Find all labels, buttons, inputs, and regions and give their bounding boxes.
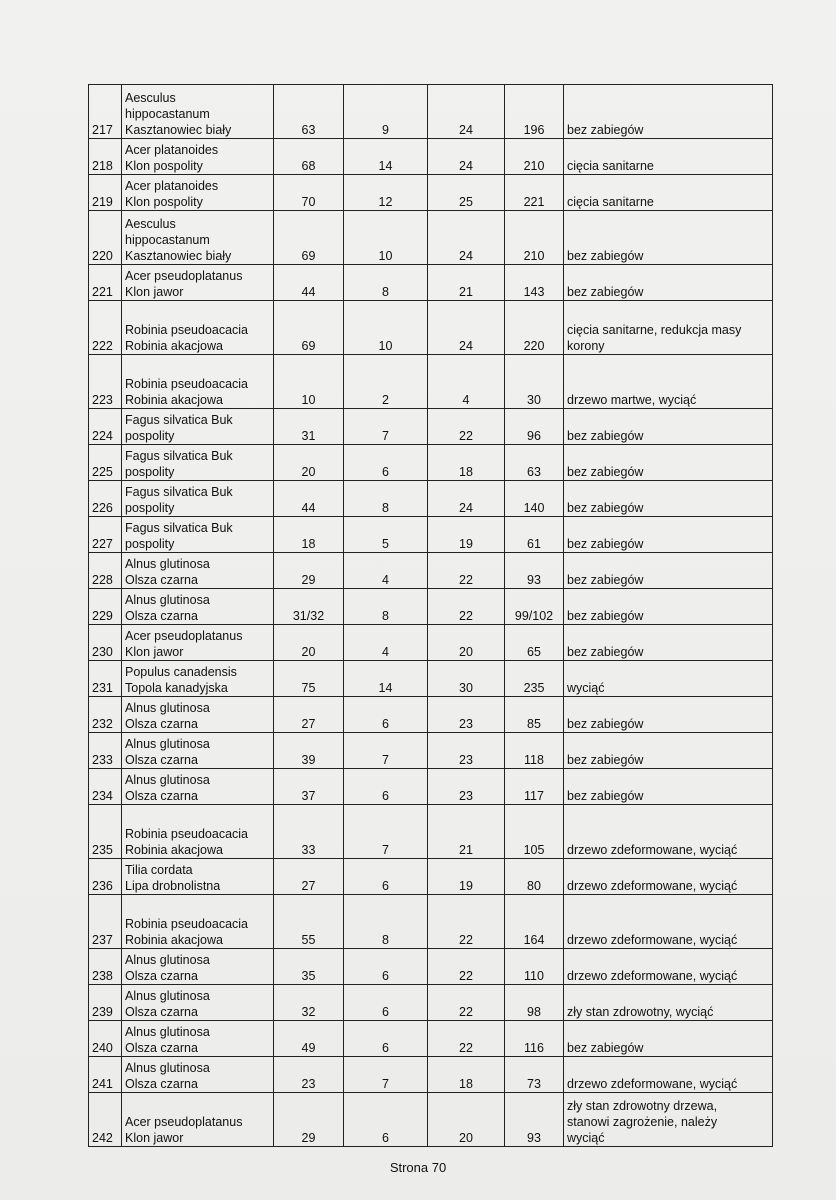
cell-value-2: 6 (344, 985, 428, 1021)
cell-species-name: Aesculus hippocastanum Kasztanowiec biały (122, 85, 274, 139)
cell-species-name: Alnus glutinosa Olsza czarna (122, 769, 274, 805)
cell-value-4: 65 (505, 625, 564, 661)
cell-species-name: Acer pseudoplatanus Klon jawor (122, 625, 274, 661)
cell-species-name: Alnus glutinosa Olsza czarna (122, 697, 274, 733)
cell-tree-number: 234 (89, 769, 122, 805)
cell-value-1: 33 (274, 805, 344, 859)
cell-value-2: 6 (344, 949, 428, 985)
cell-value-3: 19 (428, 859, 505, 895)
cell-value-3: 22 (428, 409, 505, 445)
cell-value-4: 196 (505, 85, 564, 139)
cell-value-3: 22 (428, 985, 505, 1021)
cell-tree-number: 239 (89, 985, 122, 1021)
cell-recommended-action: cięcia sanitarne, redukcja masy korony (564, 301, 773, 355)
cell-species-name: Populus canadensis Topola kanadyjska (122, 661, 274, 697)
cell-value-4: 210 (505, 139, 564, 175)
cell-tree-number: 235 (89, 805, 122, 859)
cell-value-1: 20 (274, 445, 344, 481)
table-row (89, 625, 773, 661)
cell-value-2: 6 (344, 1093, 428, 1147)
cell-value-1: 70 (274, 175, 344, 211)
cell-tree-number: 241 (89, 1057, 122, 1093)
cell-value-2: 4 (344, 553, 428, 589)
cell-value-3: 18 (428, 445, 505, 481)
cell-value-4: 93 (505, 1093, 564, 1147)
table-row (89, 85, 773, 139)
cell-species-name: Acer platanoides Klon pospolity (122, 175, 274, 211)
table-row (89, 175, 773, 211)
cell-recommended-action: drzewo zdeformowane, wyciąć (564, 859, 773, 895)
table-row (89, 553, 773, 589)
cell-value-3: 20 (428, 1093, 505, 1147)
cell-value-1: 44 (274, 265, 344, 301)
cell-recommended-action: bez zabiegów (564, 517, 773, 553)
table-row (89, 805, 773, 859)
table-row (89, 949, 773, 985)
cell-value-2: 12 (344, 175, 428, 211)
cell-tree-number: 220 (89, 211, 122, 265)
cell-value-1: 37 (274, 769, 344, 805)
cell-value-4: 30 (505, 355, 564, 409)
cell-species-name: Acer pseudoplatanus Klon jawor (122, 265, 274, 301)
cell-value-3: 22 (428, 895, 505, 949)
table-row (89, 1093, 773, 1147)
cell-value-1: 55 (274, 895, 344, 949)
cell-value-4: 220 (505, 301, 564, 355)
cell-value-2: 6 (344, 769, 428, 805)
cell-value-3: 30 (428, 661, 505, 697)
cell-recommended-action: drzewo zdeformowane, wyciąć (564, 895, 773, 949)
cell-recommended-action: bez zabiegów (564, 733, 773, 769)
cell-value-4: 210 (505, 211, 564, 265)
cell-value-3: 24 (428, 85, 505, 139)
cell-value-1: 29 (274, 1093, 344, 1147)
cell-value-3: 21 (428, 805, 505, 859)
cell-value-1: 20 (274, 625, 344, 661)
cell-recommended-action: bez zabiegów (564, 265, 773, 301)
cell-species-name: Alnus glutinosa Olsza czarna (122, 553, 274, 589)
table-row (89, 265, 773, 301)
cell-species-name: Robinia pseudoacacia Robinia akacjowa (122, 895, 274, 949)
cell-species-name: Tilia cordata Lipa drobnolistna (122, 859, 274, 895)
cell-value-3: 18 (428, 1057, 505, 1093)
cell-tree-number: 219 (89, 175, 122, 211)
cell-value-3: 24 (428, 301, 505, 355)
cell-value-2: 6 (344, 1021, 428, 1057)
page-number: Strona 70 (389, 1160, 447, 1175)
table-row (89, 211, 773, 265)
cell-species-name: Alnus glutinosa Olsza czarna (122, 733, 274, 769)
cell-value-3: 24 (428, 481, 505, 517)
cell-recommended-action: bez zabiegów (564, 481, 773, 517)
cell-value-1: 32 (274, 985, 344, 1021)
cell-value-3: 23 (428, 697, 505, 733)
cell-recommended-action: bez zabiegów (564, 85, 773, 139)
cell-value-2: 6 (344, 697, 428, 733)
cell-value-2: 8 (344, 589, 428, 625)
cell-recommended-action: zły stan zdrowotny, wyciąć (564, 985, 773, 1021)
cell-value-2: 4 (344, 625, 428, 661)
cell-tree-number: 225 (89, 445, 122, 481)
cell-species-name: Fagus silvatica Buk pospolity (122, 517, 274, 553)
cell-species-name: Acer pseudoplatanus Klon jawor (122, 1093, 274, 1147)
cell-value-4: 221 (505, 175, 564, 211)
cell-value-1: 23 (274, 1057, 344, 1093)
cell-species-name: Robinia pseudoacacia Robinia akacjowa (122, 301, 274, 355)
cell-recommended-action: bez zabiegów (564, 769, 773, 805)
cell-recommended-action: cięcia sanitarne (564, 139, 773, 175)
cell-recommended-action: bez zabiegów (564, 409, 773, 445)
table-row (89, 445, 773, 481)
table-row (89, 481, 773, 517)
table-row (89, 139, 773, 175)
cell-species-name: Alnus glutinosa Olsza czarna (122, 1057, 274, 1093)
cell-recommended-action: bez zabiegów (564, 1021, 773, 1057)
cell-value-4: 99/102 (505, 589, 564, 625)
cell-species-name: Fagus silvatica Buk pospolity (122, 445, 274, 481)
cell-tree-number: 233 (89, 733, 122, 769)
cell-value-1: 31/32 (274, 589, 344, 625)
cell-recommended-action: drzewo zdeformowane, wyciąć (564, 1057, 773, 1093)
cell-species-name: Alnus glutinosa Olsza czarna (122, 985, 274, 1021)
cell-value-1: 69 (274, 211, 344, 265)
cell-tree-number: 229 (89, 589, 122, 625)
table-row (89, 517, 773, 553)
table-row (89, 1021, 773, 1057)
cell-value-2: 6 (344, 859, 428, 895)
cell-value-4: 73 (505, 1057, 564, 1093)
cell-value-2: 10 (344, 301, 428, 355)
cell-value-4: 80 (505, 859, 564, 895)
cell-value-1: 49 (274, 1021, 344, 1057)
cell-recommended-action: bez zabiegów (564, 697, 773, 733)
cell-species-name: Robinia pseudoacacia Robinia akacjowa (122, 355, 274, 409)
cell-tree-number: 228 (89, 553, 122, 589)
cell-value-4: 98 (505, 985, 564, 1021)
cell-tree-number: 236 (89, 859, 122, 895)
cell-recommended-action: drzewo martwe, wyciąć (564, 355, 773, 409)
cell-species-name: Acer platanoides Klon pospolity (122, 139, 274, 175)
cell-tree-number: 218 (89, 139, 122, 175)
cell-value-4: 143 (505, 265, 564, 301)
cell-value-3: 22 (428, 553, 505, 589)
cell-tree-number: 231 (89, 661, 122, 697)
cell-tree-number: 223 (89, 355, 122, 409)
cell-tree-number: 227 (89, 517, 122, 553)
cell-tree-number: 230 (89, 625, 122, 661)
cell-recommended-action: drzewo zdeformowane, wyciąć (564, 949, 773, 985)
cell-value-4: 116 (505, 1021, 564, 1057)
table-body (89, 85, 773, 1147)
cell-tree-number: 224 (89, 409, 122, 445)
cell-recommended-action: bez zabiegów (564, 211, 773, 265)
cell-species-name: Aesculus hippocastanum Kasztanowiec biały (122, 211, 274, 265)
cell-tree-number: 237 (89, 895, 122, 949)
table-row (89, 355, 773, 409)
table-row (89, 733, 773, 769)
cell-value-4: 118 (505, 733, 564, 769)
cell-recommended-action: zły stan zdrowotny drzewa, stanowi zagrożenie, należy wyciąć (564, 1093, 773, 1147)
cell-value-4: 93 (505, 553, 564, 589)
cell-value-2: 9 (344, 85, 428, 139)
cell-species-name: Fagus silvatica Buk pospolity (122, 481, 274, 517)
cell-value-4: 164 (505, 895, 564, 949)
cell-tree-number: 240 (89, 1021, 122, 1057)
cell-tree-number: 238 (89, 949, 122, 985)
cell-value-4: 63 (505, 445, 564, 481)
table-row (89, 697, 773, 733)
cell-recommended-action: bez zabiegów (564, 445, 773, 481)
cell-value-1: 29 (274, 553, 344, 589)
cell-value-1: 75 (274, 661, 344, 697)
tree-inventory-table (88, 84, 773, 1147)
cell-value-1: 27 (274, 859, 344, 895)
cell-value-2: 5 (344, 517, 428, 553)
cell-value-2: 8 (344, 481, 428, 517)
cell-value-4: 235 (505, 661, 564, 697)
cell-value-4: 117 (505, 769, 564, 805)
cell-tree-number: 221 (89, 265, 122, 301)
cell-value-4: 110 (505, 949, 564, 985)
cell-species-name: Alnus glutinosa Olsza czarna (122, 589, 274, 625)
cell-value-1: 69 (274, 301, 344, 355)
cell-value-2: 2 (344, 355, 428, 409)
cell-value-3: 22 (428, 589, 505, 625)
table-row (89, 859, 773, 895)
cell-recommended-action: cięcia sanitarne (564, 175, 773, 211)
cell-value-2: 7 (344, 409, 428, 445)
cell-value-1: 39 (274, 733, 344, 769)
cell-value-4: 96 (505, 409, 564, 445)
cell-value-2: 8 (344, 895, 428, 949)
table-row (89, 409, 773, 445)
cell-value-1: 31 (274, 409, 344, 445)
cell-value-3: 23 (428, 769, 505, 805)
cell-value-2: 14 (344, 661, 428, 697)
cell-value-3: 19 (428, 517, 505, 553)
cell-recommended-action: bez zabiegów (564, 553, 773, 589)
cell-value-4: 105 (505, 805, 564, 859)
cell-value-1: 63 (274, 85, 344, 139)
cell-value-1: 68 (274, 139, 344, 175)
table-row (89, 301, 773, 355)
cell-value-3: 25 (428, 175, 505, 211)
table-row (89, 661, 773, 697)
cell-value-4: 61 (505, 517, 564, 553)
cell-recommended-action: wyciąć (564, 661, 773, 697)
cell-recommended-action: bez zabiegów (564, 625, 773, 661)
cell-value-2: 7 (344, 805, 428, 859)
table-row (89, 589, 773, 625)
cell-tree-number: 242 (89, 1093, 122, 1147)
cell-value-1: 18 (274, 517, 344, 553)
cell-species-name: Fagus silvatica Buk pospolity (122, 409, 274, 445)
cell-value-1: 44 (274, 481, 344, 517)
cell-value-3: 24 (428, 211, 505, 265)
cell-value-3: 22 (428, 1021, 505, 1057)
table-row (89, 985, 773, 1021)
cell-tree-number: 226 (89, 481, 122, 517)
cell-value-4: 85 (505, 697, 564, 733)
cell-tree-number: 217 (89, 85, 122, 139)
cell-value-2: 8 (344, 265, 428, 301)
cell-value-3: 20 (428, 625, 505, 661)
cell-value-2: 14 (344, 139, 428, 175)
cell-species-name: Alnus glutinosa Olsza czarna (122, 949, 274, 985)
cell-recommended-action: drzewo zdeformowane, wyciąć (564, 805, 773, 859)
cell-value-1: 27 (274, 697, 344, 733)
table-row (89, 769, 773, 805)
cell-value-3: 21 (428, 265, 505, 301)
cell-value-2: 10 (344, 211, 428, 265)
table-row (89, 895, 773, 949)
cell-value-3: 4 (428, 355, 505, 409)
cell-species-name: Alnus glutinosa Olsza czarna (122, 1021, 274, 1057)
cell-species-name: Robinia pseudoacacia Robinia akacjowa (122, 805, 274, 859)
cell-value-3: 23 (428, 733, 505, 769)
cell-tree-number: 232 (89, 697, 122, 733)
cell-recommended-action: bez zabiegów (564, 589, 773, 625)
cell-value-1: 10 (274, 355, 344, 409)
table-row (89, 1057, 773, 1093)
cell-value-1: 35 (274, 949, 344, 985)
cell-tree-number: 222 (89, 301, 122, 355)
cell-value-2: 7 (344, 733, 428, 769)
cell-value-2: 7 (344, 1057, 428, 1093)
cell-value-3: 24 (428, 139, 505, 175)
cell-value-3: 22 (428, 949, 505, 985)
cell-value-4: 140 (505, 481, 564, 517)
cell-value-2: 6 (344, 445, 428, 481)
